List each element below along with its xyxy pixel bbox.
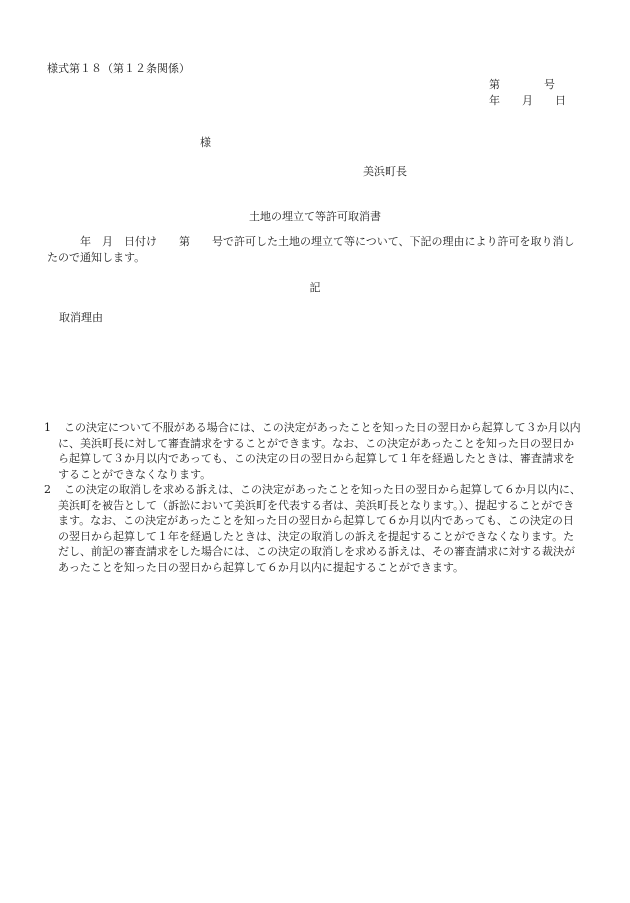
issuer: 美浜町長 [363,165,407,178]
form-number: 様式第１８（第１２条関係） [47,62,190,75]
document-title: 土地の埋立て等許可取消書 [249,210,381,223]
note-item [44,420,584,482]
revocation-reason-label: 取消理由 [59,311,103,324]
note-number: 1 [44,421,51,434]
note-text: この決定について不服がある場合には、この決定があったことを知った日の翌日から起算して３か月以内に、美浜町長に対して審査請求をすることができます。なお、この決定があったことを知った日の翌日から起算して３か月以内であっても、この決定の日の翌日から起算して１年を経過したときは、審査請求をすることができなくなります。 [58,421,581,481]
note-item [44,482,584,575]
addressee-honorific: 様 [200,136,211,149]
ki-heading: 記 [309,281,321,294]
note-number: 2 [44,483,51,496]
reference-number: 第 号 [489,78,555,91]
notes-list [44,420,584,575]
reference-date: 年 月 日 [489,94,566,107]
note-text: この決定の取消しを求める訴えは、この決定があったことを知った日の翌日から起算して６か月以内に、美浜町を被告として（訴訟において美浜町を代表する者は、美浜町長となります。）、提起することができます。なお、この決定があったことを知った日の翌日から起算して６か月以内であっても、この決定の日の翌日から起算して１年を経過したときは、決定の取消しの訴えを提起することができなくなります。ただし、前記の審査請求をした場合には、この決定の取消しを求める訴えは、その審査請求に対する裁決があったことを知った日の翌日から起算して６か月以内に提起することができます。 [58,483,581,574]
body-paragraph: 年 月 日付け 第 号で許可した土地の埋立て等について、下記の理由により許可を取り消したので通知します。 [47,235,575,264]
